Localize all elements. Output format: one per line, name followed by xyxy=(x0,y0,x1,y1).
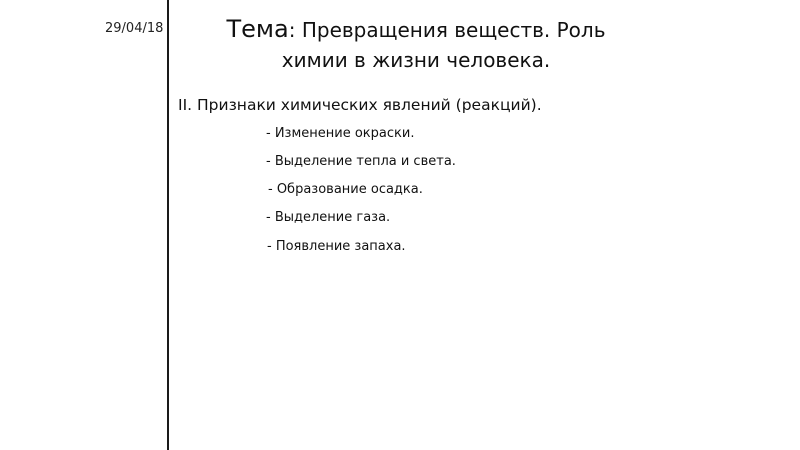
section-heading: II. Признаки химических явлений (реакций). xyxy=(178,96,542,114)
slide-title xyxy=(196,14,636,75)
vertical-divider xyxy=(167,0,169,450)
list-item: - Выделение газа. xyxy=(266,210,391,225)
list-item: - Образование осадка. xyxy=(268,182,423,197)
title-lead: Тема xyxy=(226,15,289,43)
title-line2: химии в жизни человека. xyxy=(281,48,551,72)
list-item: - Выделение тепла и света. xyxy=(266,154,456,169)
list-item: - Изменение окраски. xyxy=(266,126,415,141)
slide-date: 29/04/18 xyxy=(105,21,164,36)
title-line1-rest: : Превращения веществ. Роль xyxy=(288,18,606,42)
list-item: - Появление запаха. xyxy=(267,239,406,254)
